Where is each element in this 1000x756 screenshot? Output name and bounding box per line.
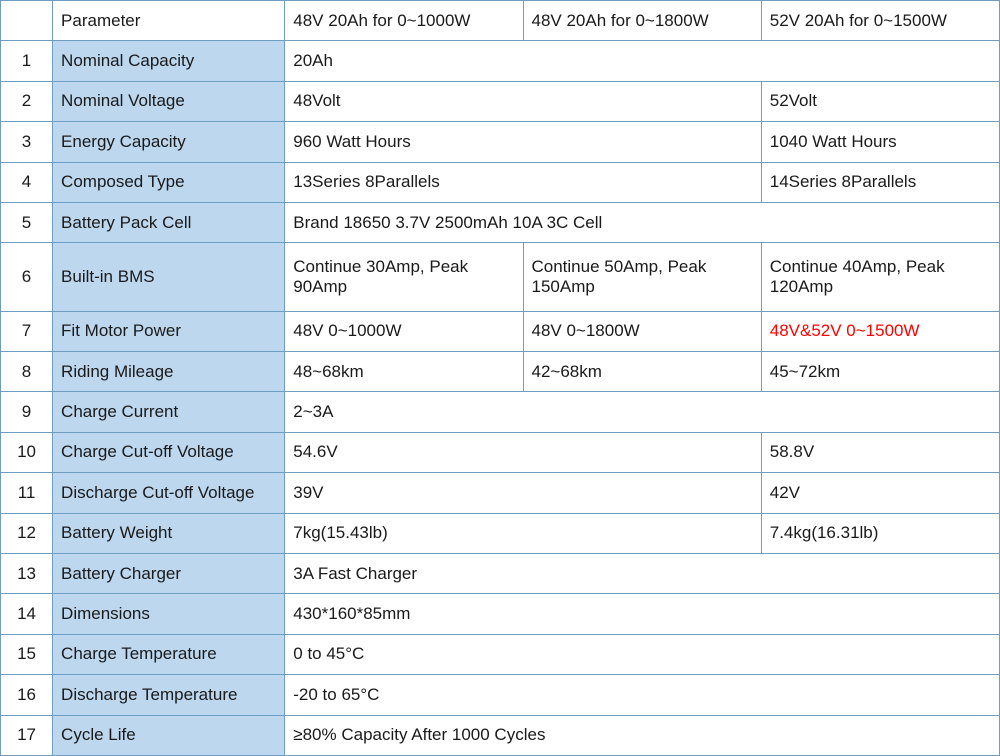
row-value-cell-a: 7kg(15.43lb) (285, 513, 761, 553)
table-row (1, 715, 1000, 756)
row-index-cell: 2 (1, 81, 53, 121)
row-parameter-cell: Nominal Capacity (53, 41, 285, 81)
row-index-cell: 11 (1, 473, 53, 513)
table-row (1, 392, 1000, 432)
row-parameter-cell: Discharge Cut-off Voltage (53, 473, 285, 513)
row-parameter-cell: Nominal Voltage (53, 81, 285, 121)
row-value-cell-c: 52Volt (761, 81, 999, 121)
table-row (1, 41, 1000, 81)
row-value-cell-a: -20 to 65°C (285, 675, 1000, 715)
row-index-cell: 9 (1, 392, 53, 432)
header-parameter-cell: Parameter (53, 1, 285, 41)
row-value-cell-b: Continue 50Amp, Peak 150Amp (523, 243, 761, 311)
table-row (1, 162, 1000, 202)
row-index-cell: 4 (1, 162, 53, 202)
row-value-cell-b: 48V 0~1800W (523, 311, 761, 351)
row-parameter-cell: Battery Weight (53, 513, 285, 553)
row-value-cell-a: Continue 30Amp, Peak 90Amp (285, 243, 523, 311)
row-value-cell-a: 0 to 45°C (285, 634, 1000, 674)
table-row (1, 553, 1000, 593)
row-value-cell-c: 14Series 8Parallels (761, 162, 999, 202)
row-value-cell-a: 39V (285, 473, 761, 513)
row-value-cell-a: 48V 0~1000W (285, 311, 523, 351)
row-parameter-cell: Battery Charger (53, 553, 285, 593)
table-row (1, 243, 1000, 311)
row-value-cell-c: 58.8V (761, 432, 999, 472)
row-value-cell-a: 13Series 8Parallels (285, 162, 761, 202)
row-value-cell-a: 54.6V (285, 432, 761, 472)
row-value-cell-a: ≥80% Capacity After 1000 Cycles (285, 715, 1000, 756)
row-value-cell-a: Brand 18650 3.7V 2500mAh 10A 3C Cell (285, 202, 1000, 242)
row-parameter-cell: Charge Cut-off Voltage (53, 432, 285, 472)
row-index-cell: 6 (1, 243, 53, 311)
row-value-cell-a: 2~3A (285, 392, 1000, 432)
row-value-cell-c: 48V&52V 0~1500W (761, 311, 999, 351)
row-value-cell-c: 45~72km (761, 351, 999, 391)
header-col-c-cell: 52V 20Ah for 0~1500W (761, 1, 999, 41)
row-index-cell: 16 (1, 675, 53, 715)
row-parameter-cell: Charge Temperature (53, 634, 285, 674)
table-row (1, 634, 1000, 674)
table-row (1, 81, 1000, 121)
row-index-cell: 10 (1, 432, 53, 472)
row-parameter-cell: Battery Pack Cell (53, 202, 285, 242)
header-col-b-cell: 48V 20Ah for 0~1800W (523, 1, 761, 41)
header-index-cell (1, 1, 53, 41)
row-parameter-cell: Energy Capacity (53, 122, 285, 162)
table-row (1, 351, 1000, 391)
table-header-row (1, 1, 1000, 41)
row-index-cell: 13 (1, 553, 53, 593)
row-value-cell-c: 1040 Watt Hours (761, 122, 999, 162)
row-value-cell-a: 20Ah (285, 41, 1000, 81)
row-value-cell-a: 430*160*85mm (285, 594, 1000, 634)
table-row (1, 675, 1000, 715)
table-row (1, 594, 1000, 634)
row-value-cell-a: 3A Fast Charger (285, 553, 1000, 593)
row-parameter-cell: Fit Motor Power (53, 311, 285, 351)
row-index-cell: 1 (1, 41, 53, 81)
table-body (1, 1, 1000, 756)
row-index-cell: 8 (1, 351, 53, 391)
row-index-cell: 12 (1, 513, 53, 553)
row-value-cell-c: 42V (761, 473, 999, 513)
row-value-cell-a: 48~68km (285, 351, 523, 391)
row-index-cell: 5 (1, 202, 53, 242)
table-row (1, 202, 1000, 242)
row-index-cell: 14 (1, 594, 53, 634)
row-parameter-cell: Composed Type (53, 162, 285, 202)
row-index-cell: 15 (1, 634, 53, 674)
row-value-cell-c: Continue 40Amp, Peak 120Amp (761, 243, 999, 311)
table-row (1, 513, 1000, 553)
row-parameter-cell: Built-in BMS (53, 243, 285, 311)
table-row (1, 432, 1000, 472)
row-value-cell-c: 7.4kg(16.31lb) (761, 513, 999, 553)
row-parameter-cell: Dimensions (53, 594, 285, 634)
row-index-cell: 3 (1, 122, 53, 162)
row-parameter-cell: Discharge Temperature (53, 675, 285, 715)
table-row (1, 122, 1000, 162)
row-parameter-cell: Cycle Life (53, 715, 285, 756)
row-value-cell-b: 42~68km (523, 351, 761, 391)
row-parameter-cell: Charge Current (53, 392, 285, 432)
row-value-cell-a: 48Volt (285, 81, 761, 121)
header-col-a-cell: 48V 20Ah for 0~1000W (285, 1, 523, 41)
table-row (1, 473, 1000, 513)
row-value-cell-a: 960 Watt Hours (285, 122, 761, 162)
row-parameter-cell: Riding Mileage (53, 351, 285, 391)
row-index-cell: 17 (1, 715, 53, 756)
table-row (1, 311, 1000, 351)
row-index-cell: 7 (1, 311, 53, 351)
